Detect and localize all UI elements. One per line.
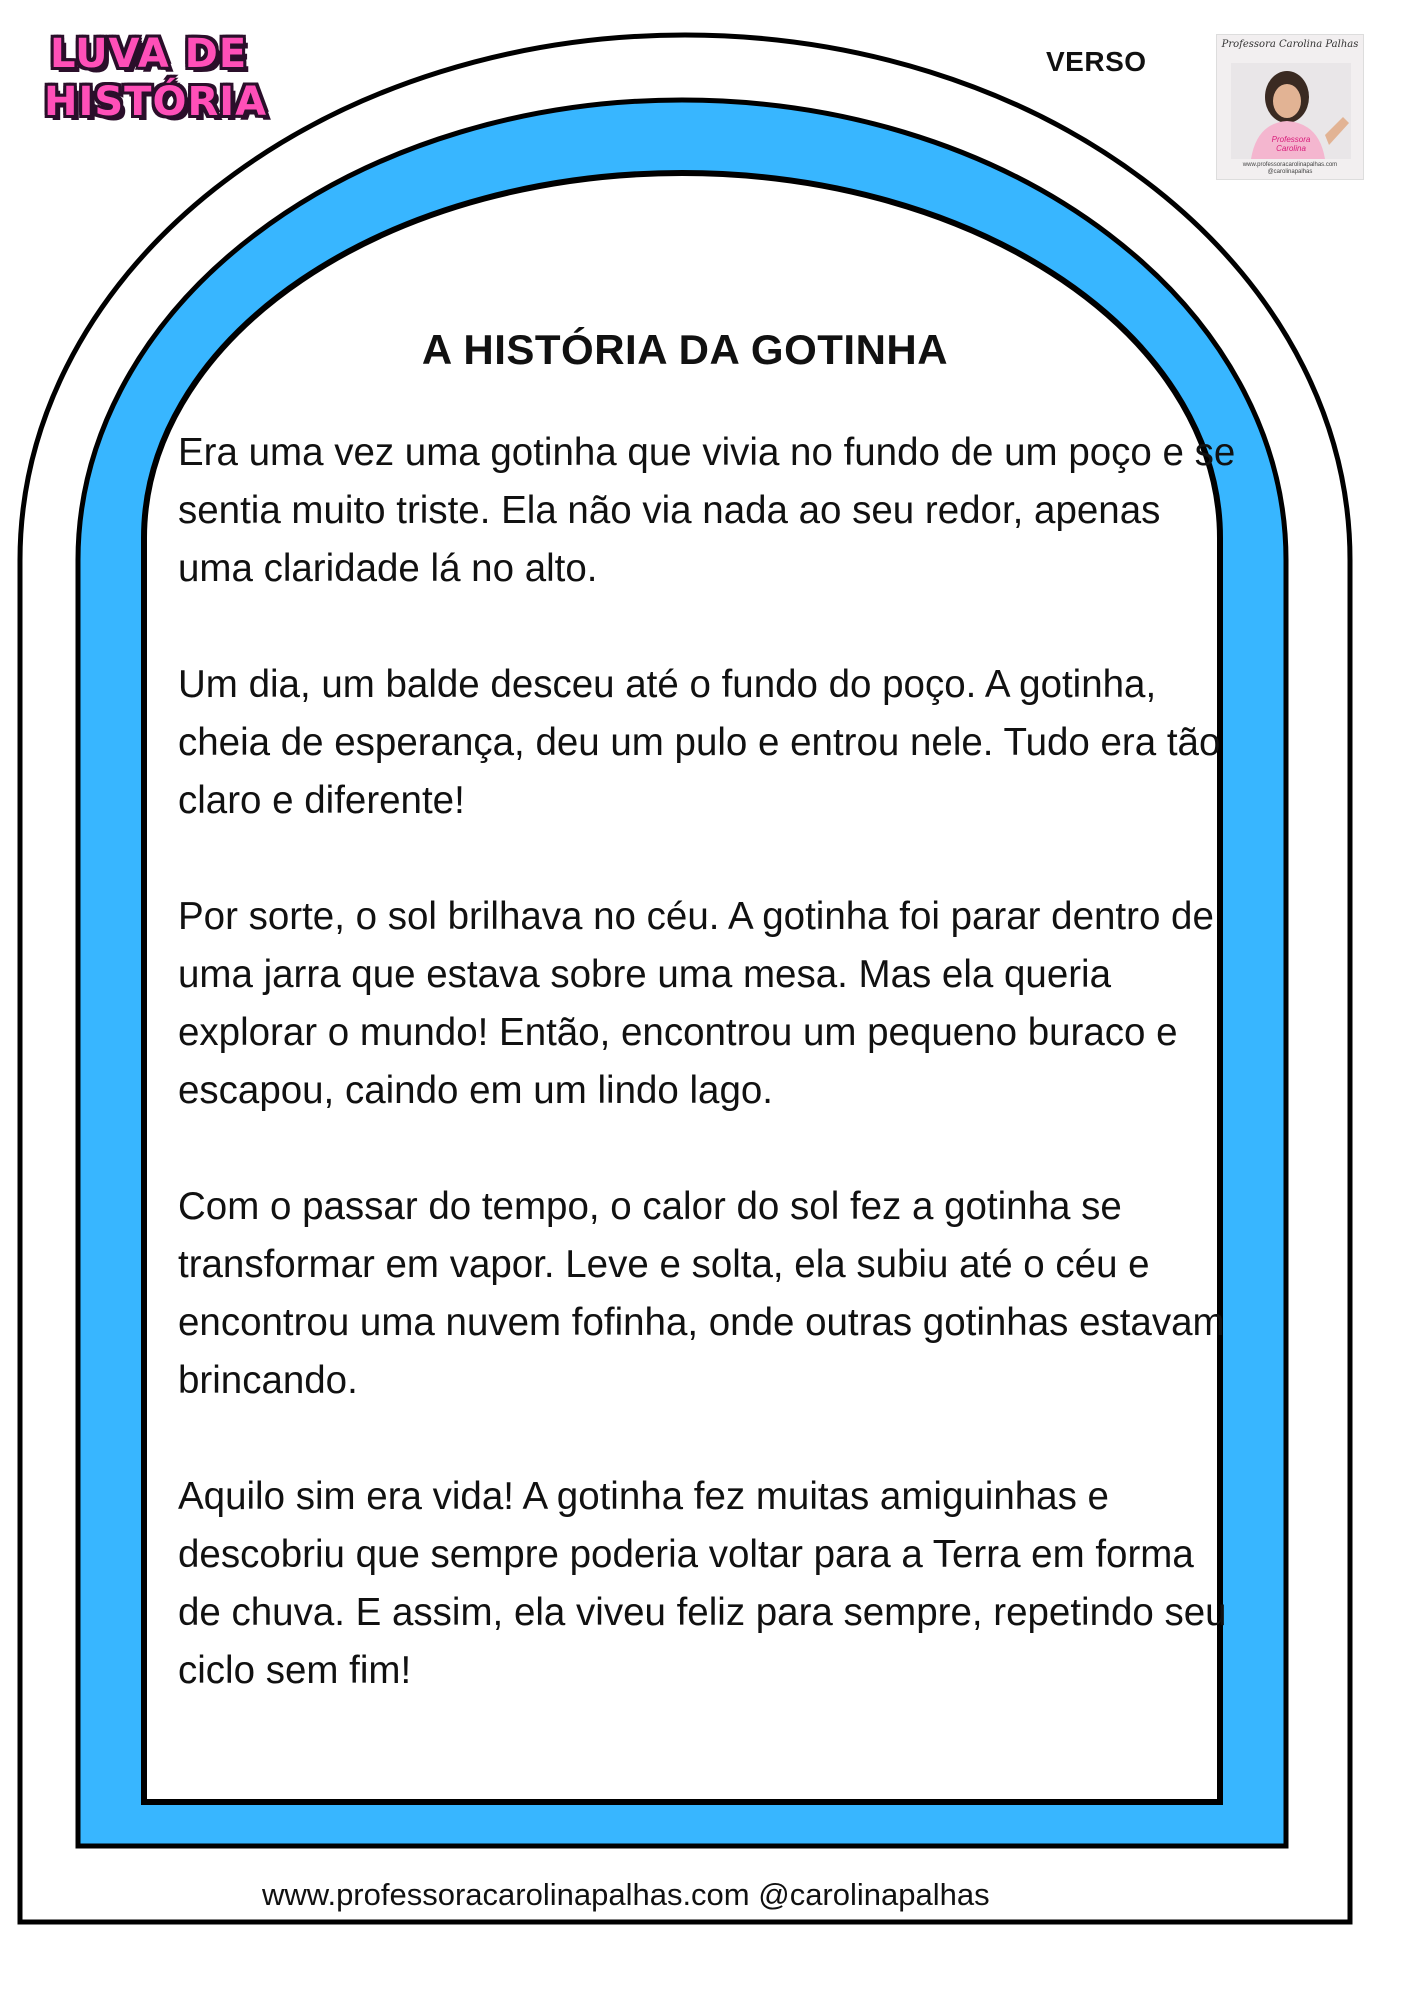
luva-de-historia-logo — [44, 30, 268, 126]
story-paragraph-4: Com o passar do tempo, o calor do sol fez a gotinha se transformar em vapor. Leve e solta, ela subiu até o céu e encontrou uma nuvem fofinha, onde outras gotinhas estavam brincando. — [178, 1185, 1225, 1402]
footer-credit: www.professoracarolinapalhas.com @carolinapalhas — [262, 1877, 990, 1912]
author-badge — [1216, 34, 1364, 180]
logo-line-1: LUVA DE — [50, 31, 248, 77]
verso-label: VERSO — [1046, 46, 1147, 77]
author-photo — [1217, 35, 1364, 180]
logo-line-2: HISTÓRIA — [44, 79, 268, 125]
story-body — [178, 424, 1238, 1758]
badge-shirt-text: Professora Carolina — [1271, 135, 1311, 153]
badge-signature: Professora Carolina Palhas — [1221, 39, 1359, 50]
story-paragraph-2: Um dia, um balde desceu até o fundo do poço. A gotinha, cheia de esperança, deu um pulo e entrou nele. Tudo era tão claro e diferente! — [178, 663, 1221, 822]
story-paragraph-1: Era uma vez uma gotinha que vivia no fundo de um poço e se sentia muito triste. Ela não via nada ao seu redor, apenas uma claridade lá no alto. — [178, 431, 1236, 590]
story-paragraph-5: Aquilo sim era vida! A gotinha fez muitas amiguinhas e descobriu que sempre poderia voltar para a Terra em forma de chuva. E assim, ela viveu feliz para sempre, repetindo seu ciclo sem fim! — [178, 1475, 1227, 1692]
badge-caption: www.professoracarolinapalhas.com @carolinapalhas — [1242, 162, 1338, 175]
story-title: A HISTÓRIA DA GOTINHA — [421, 326, 949, 373]
story-paragraph-3: Por sorte, o sol brilhava no céu. A gotinha foi parar dentro de uma jarra que estava sobre uma mesa. Mas ela queria explorar o mundo! Então, encontrou um pequeno buraco e escapou, caindo em um lindo lago. — [178, 895, 1214, 1112]
